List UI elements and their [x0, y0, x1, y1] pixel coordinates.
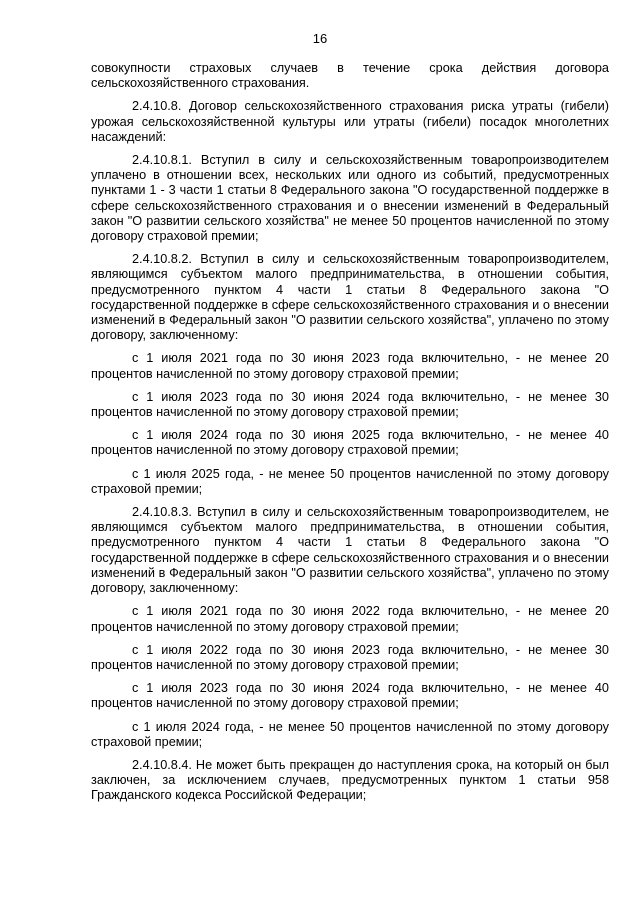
paragraph-clause-2-4-10-8: 2.4.10.8. Договор сельскохозяйственного страхования риска утраты (гибели) урожая сельскохозяйственной культуры или утраты (гибели) посадок многолетних насаждений: [91, 99, 609, 144]
paragraph-period-item: с 1 июля 2021 года по 30 июня 2023 года включительно, - не менее 20 процентов начисленной по этому договору страховой премии; [91, 351, 609, 381]
paragraph-clause-2-4-10-8-3: 2.4.10.8.3. Вступил в силу и сельскохозяйственным товаропроизводителем, не являющимся субъектом малого предпринимательства, в отношении события, предусмотренного пунктом 4 части 1 статьи 8 Федерального закона "О государственной поддержке в сфере сельскохозяйственного страхования и о внесении изменений в Федеральный закон "О развитии сельского хозяйства", уплачено по этому договору, заключенному: [91, 505, 609, 596]
paragraph-period-item: с 1 июля 2023 года по 30 июня 2024 года включительно, - не менее 30 процентов начисленной по этому договору страховой премии; [91, 389, 609, 420]
paragraph-period-item: с 1 июля 2024 года, - не менее 50 процентов начисленной по этому договору страховой премии; [91, 719, 609, 749]
paragraph-period-item: с 1 июля 2024 года по 30 июня 2025 года включительно, - не менее 40 процентов начисленной по этому договору страховой премии; [91, 428, 609, 458]
document-body [91, 61, 609, 812]
paragraph-period-item: с 1 июля 2023 года по 30 июня 2024 года включительно, - не менее 40 процентов начисленной по этому договору страховой премии; [91, 681, 609, 711]
paragraph-period-item: с 1 июля 2022 года по 30 июня 2023 года включительно, - не менее 30 процентов начисленной по этому договору страховой премии; [91, 642, 609, 672]
paragraph-period-item: с 1 июля 2021 года по 30 июня 2022 года включительно, - не менее 20 процентов начисленной по этому договору страховой премии; [91, 604, 609, 634]
paragraph-period-item: с 1 июля 2025 года, - не менее 50 процентов начисленной по этому договору страховой премии; [91, 466, 609, 496]
paragraph-clause-2-4-10-8-2: 2.4.10.8.2. Вступил в силу и сельскохозяйственным товаропроизводителем, являющимся субъектом малого предпринимательства, в отношении события, предусмотренного пунктом 4 части 1 статьи 8 Федерального закона "О государственной поддержке в сфере сельскохозяйственного страхования и о внесении изменений в Федеральный закон "О развитии сельского хозяйства", уплачено по этому договору, заключенному: [91, 252, 609, 343]
paragraph-continuation: совокупности страховых случаев в течение срока действия договора сельскохозяйственного страхования. [91, 61, 609, 91]
paragraph-clause-2-4-10-8-1: 2.4.10.8.1. Вступил в силу и сельскохозяйственным товаропроизводителем уплачено в отношении всех, нескольких или одного из событий, предусмотренных пунктами 1 - 3 части 1 статьи 8 Федерального закона "О государственной поддержке в сфере сельскохозяйственного страхования и о внесении изменений в Федеральный закон "О развитии сельского хозяйства" не менее 50 процентов начисленной по этому договору страховой премии; [91, 153, 609, 244]
page-number: 16 [312, 31, 328, 46]
paragraph-clause-2-4-10-8-4: 2.4.10.8.4. Не может быть прекращен до наступления срока, на который он был заключен, за исключением случаев, предусмотренных пунктом 1 статьи 958 Гражданского кодекса Российской Федерации; [91, 757, 609, 803]
